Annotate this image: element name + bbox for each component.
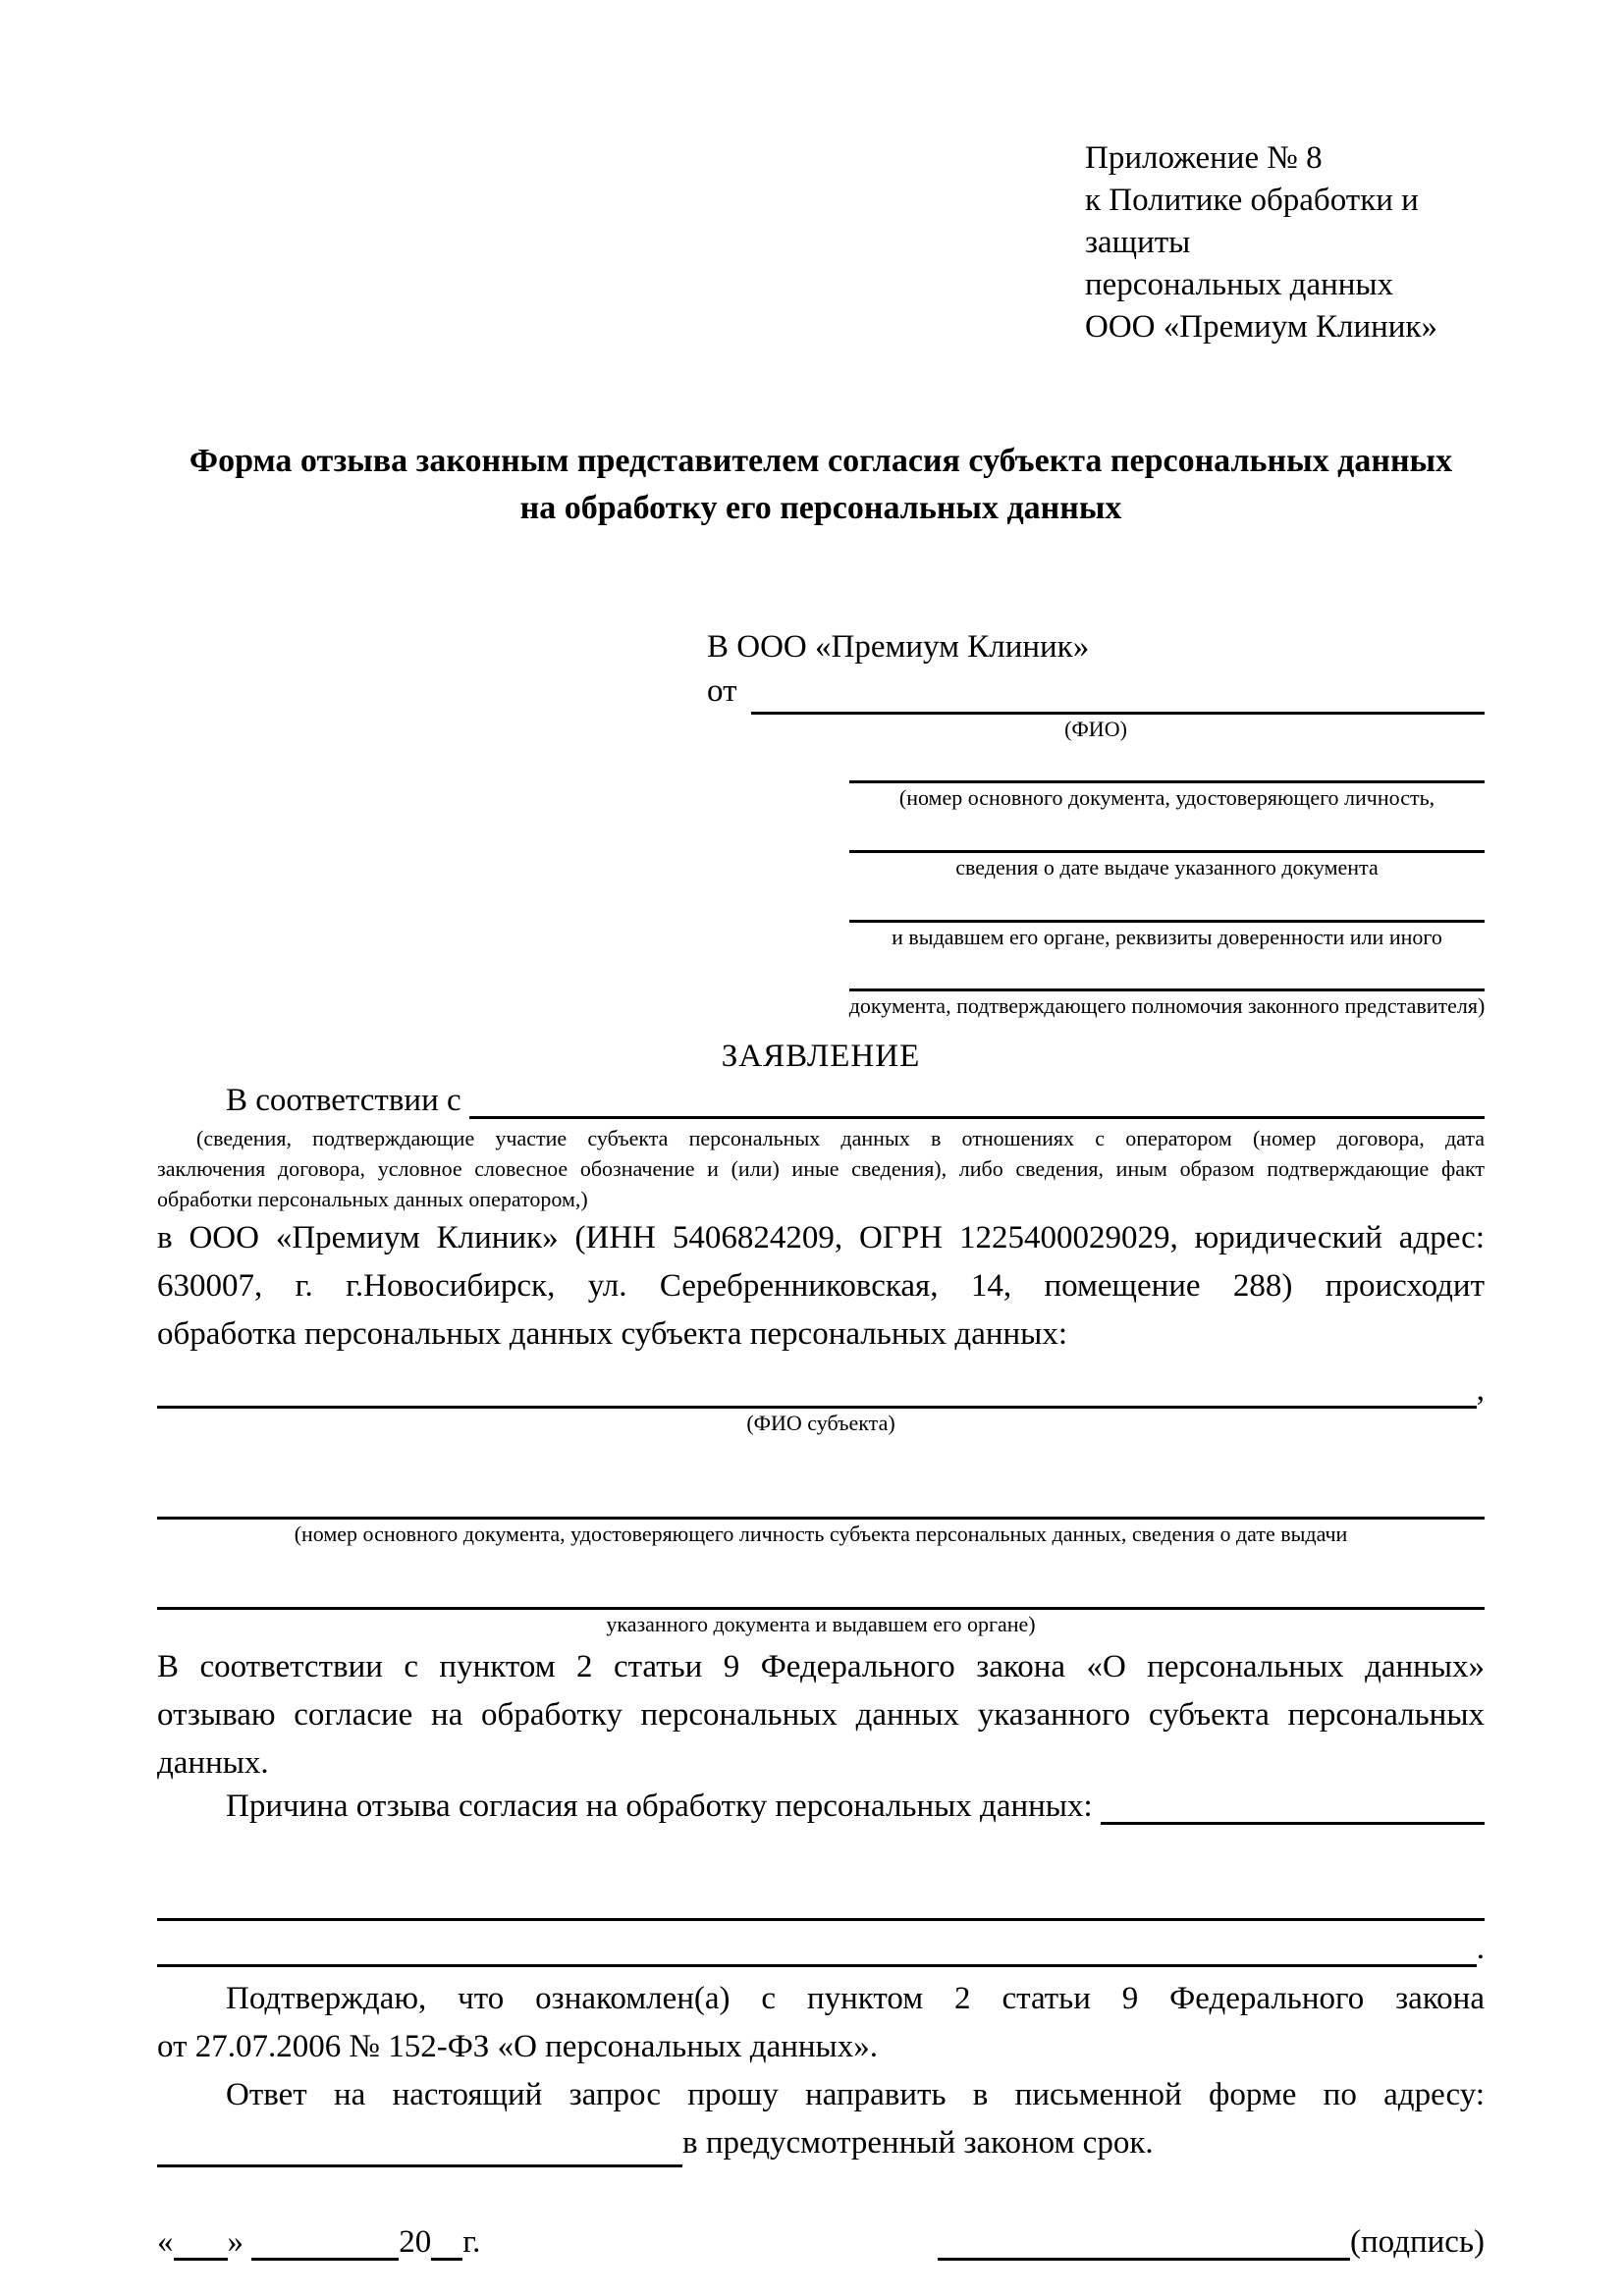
trailing-comma: , <box>1476 1371 1485 1408</box>
legal-note <box>157 1123 1485 1215</box>
date-year-blank-field[interactable] <box>431 2248 462 2261</box>
subject-doc-caption: (номер основного документа, удостоверяющего личность субъекта персональных данных, сведения о дате выдачи <box>294 1521 1348 1546</box>
response-paragraph <box>157 2071 1485 2167</box>
addressee-org: В ООО «Премиум Клиник» <box>707 628 1090 665</box>
operator-line-1: в ООО «Премиум Клиник» (ИНН 5406824209, ОГРН 1225400029029, юридический адрес: <box>157 1220 1485 1256</box>
legal-note-line-3: обработки персональных данных оператором,) <box>157 1187 588 1212</box>
operator-paragraph <box>157 1214 1485 1358</box>
date-day-blank-field[interactable] <box>174 2248 228 2261</box>
date-month-blank-field[interactable] <box>251 2248 399 2261</box>
doc-number-blank-field[interactable] <box>849 755 1485 783</box>
legal-note-line-1: (сведения, подтверждающие участие субъекта персональных данных в отношениях с оператором (номер договора, дата <box>196 1125 1485 1150</box>
trailing-period: . <box>1476 1931 1485 1967</box>
operator-line-2: 630007, г. г.Новосибирск, ул. Серебренниковская, 14, помещение 288) происходит <box>157 1268 1485 1305</box>
issuing-authority-blank-field[interactable] <box>849 894 1485 923</box>
issuing-authority-caption: и выдавшем его органе, реквизиты доверенности или иного <box>892 924 1442 949</box>
from-label: от <box>707 673 745 710</box>
appendix-note <box>1085 137 1485 347</box>
date-year-prefix: 20 <box>399 2223 432 2260</box>
doc-number-caption: (номер основного документа, удостоверяющего личность, <box>898 785 1435 811</box>
withdrawal-line-3: данных. <box>157 1744 269 1781</box>
withdrawal-paragraph <box>157 1643 1485 1787</box>
response-line-1: Ответ на настоящий запрос прошу направить в письменной форме по адресу: <box>226 2077 1485 2113</box>
confirmation-paragraph <box>157 1975 1485 2071</box>
fio-subject-caption: (ФИО субъекта) <box>746 1410 895 1435</box>
subject-fio-blank-field[interactable] <box>157 1396 1477 1409</box>
accordance-blank-field[interactable] <box>469 1106 1485 1119</box>
issue-date-blank-field[interactable] <box>849 825 1485 853</box>
statement-heading: ЗАЯВЛЕНИЕ <box>721 1039 921 1075</box>
accordance-label: В соответствии с <box>226 1082 469 1118</box>
date-quote-open: « <box>157 2223 174 2260</box>
confirmation-line-2: от 27.07.2006 № 152-ФЗ «О персональных данных». <box>157 2029 878 2065</box>
signature-caption: (подпись) <box>1350 2223 1485 2260</box>
appendix-line-1: Приложение № 8 <box>1085 140 1323 176</box>
appendix-line-4: ООО «Премиум Клиник» <box>1085 308 1437 345</box>
signature-blank-field[interactable] <box>938 2248 1350 2261</box>
doc-number-group <box>849 755 1485 813</box>
appendix-line-2: к Политике обработки и защиты <box>1085 182 1419 260</box>
subject-doc-blank-field-2[interactable] <box>157 1568 1485 1610</box>
withdrawal-line-1: В соответствии с пунктом 2 статьи 9 Федерального закона «О персональных данных» <box>157 1648 1485 1684</box>
date-field <box>157 2224 480 2261</box>
issue-date-caption: сведения о дате выдаче указанного документа <box>955 855 1379 881</box>
footer-row <box>157 2224 1485 2261</box>
issue-date-group <box>849 825 1485 882</box>
fio-caption: (ФИО) <box>1064 716 1127 741</box>
subject-doc-blank-field[interactable] <box>157 1477 1485 1520</box>
operator-line-3: обработка персональных данных субъекта персональных данных: <box>157 1316 1067 1353</box>
subject-doc-caption-2: указанного документа и выдавшем его органе) <box>606 1612 1036 1637</box>
representative-authority-blank-field[interactable] <box>849 963 1485 991</box>
document-title: Форма отзыва законным представителем согласия субъекта персональных данных на обработку его персональных данных <box>189 443 1453 527</box>
response-line-2: в предусмотренный законом срок. <box>682 2124 1154 2161</box>
date-year-suffix: г. <box>462 2223 481 2260</box>
from-name-blank-field[interactable] <box>751 702 1485 715</box>
withdrawal-line-2: отзываю согласие на обработку персональных данных указанного субъекта персональных <box>157 1696 1485 1733</box>
issuing-authority-group <box>849 894 1485 952</box>
response-address-blank-field[interactable] <box>157 2155 682 2167</box>
date-quote-close: » <box>227 2223 252 2260</box>
reason-label: Причина отзыва согласия на обработку персональных данных: <box>226 1789 1101 1825</box>
reason-extra-blank-field-1[interactable] <box>157 1879 1485 1921</box>
reason-blank-field[interactable] <box>1101 1812 1485 1825</box>
legal-note-line-2: заключения договора, условное словесное обозначение и (или) иные сведения), либо сведения, иным образом подтверждающие факт <box>157 1155 1485 1181</box>
signature-field <box>938 2224 1485 2261</box>
reason-extra-blank-field-2[interactable] <box>157 1954 1477 1967</box>
addressee-block <box>707 625 1485 1022</box>
representative-authority-group <box>849 963 1485 1021</box>
confirmation-line-1: Подтверждаю, что ознакомлен(а) с пунктом 2 статьи 9 Федерального закона <box>226 1981 1485 2017</box>
representative-authority-caption: документа, подтверждающего полномочия законного представителя) <box>848 993 1486 1019</box>
appendix-line-3: персональных данных <box>1085 266 1394 302</box>
